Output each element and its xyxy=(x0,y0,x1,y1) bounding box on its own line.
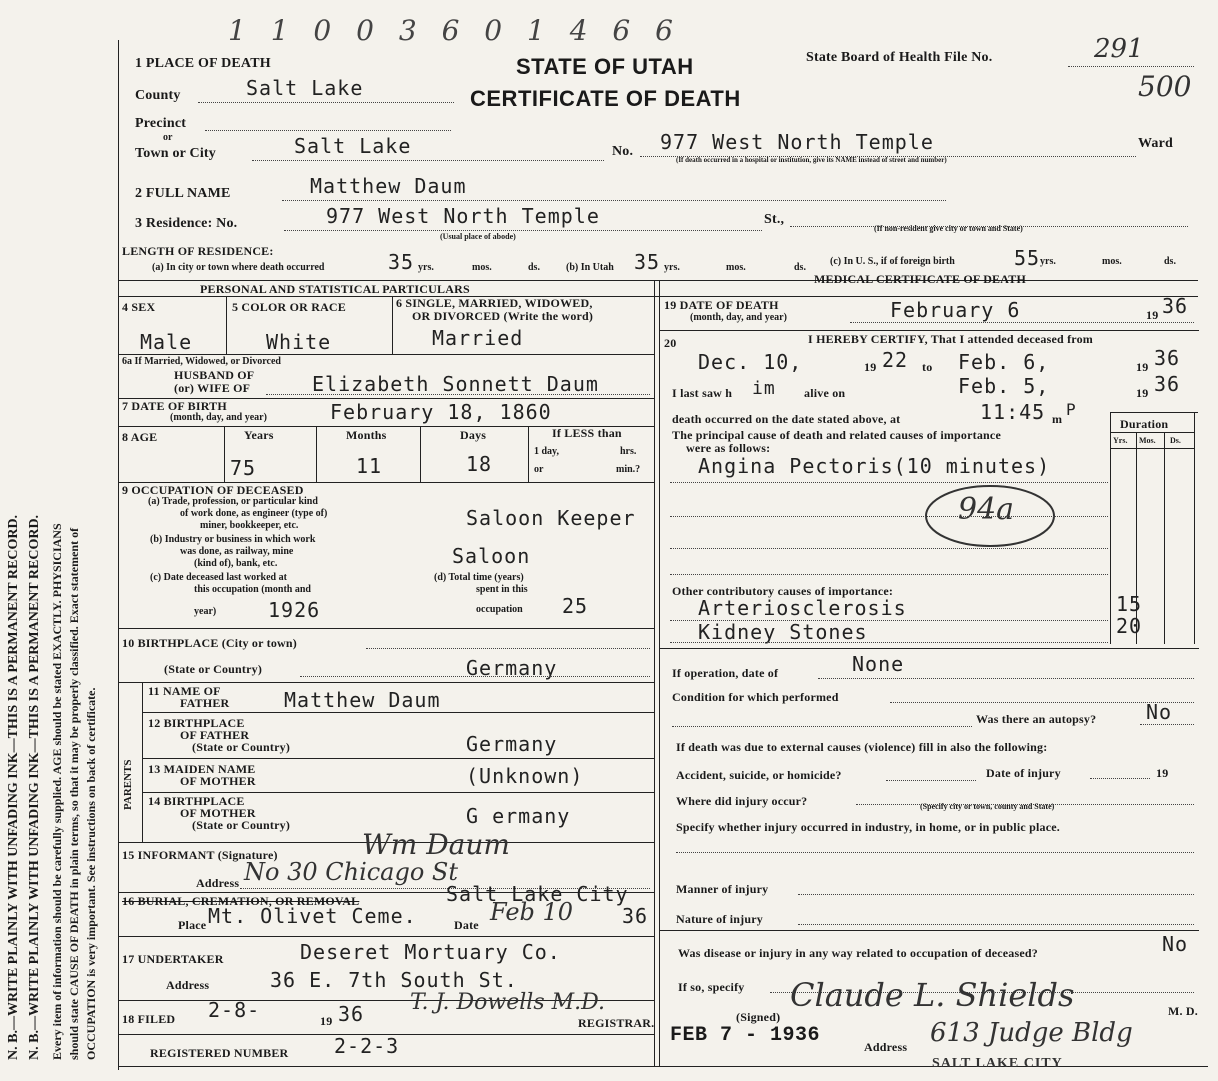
spouse-value: Elizabeth Sonnett Daum xyxy=(312,372,599,396)
time-of-death: 11:45 xyxy=(980,400,1046,424)
precinct-label: Precinct xyxy=(135,116,187,131)
ward-label: Ward xyxy=(1138,136,1174,151)
contributory-duration-2: 20 xyxy=(1116,614,1143,638)
county-value: Salt Lake xyxy=(246,76,364,100)
birthplace-value: Germany xyxy=(466,656,558,680)
certificate-page: N. B.—WRITE PLAINLY WITH UNFADING INK—THIS IS A PERMANENT RECORD. N. B.—WRITE PLAINLY WITH UNFADING INK—THIS IS A PERMANENT RECORD. Every item of information should be carefully supplied. AGE should be stated EXACTLY. PHYSICIANS should state CAUSE OF DEATH in plain terms, so that it may be properly classified. Exact statement of OCCUPATION is very important. See instructions on back of certificate. 1 1 0 0 3 6 0 1 4 6 6 STATE OF UTAH CERTIFICATE OF DEATH State Board of Health File No. 291 500 1 PLACE OF DEATH County Salt Lake Precinct or Town or City Salt Lake No. 977 West North Temple Ward (If death occurred in a hospital or institution, give its NAME instead of street and number) 2 FULL NAME Matthew Daum 3 Residence: No. 977 West North Temple (Usual place of abode) St., (If non-resident give city or town and State) LENGTH OF RESIDENCE: (a) In city or town where death occurred 35 yrs. mos. ds. (b) In Utah 35 yrs. mos. ds. (c) In U. S., if of foreign birth 55 yrs. mos. ds. PERSONAL AND STATISTICAL PARTICULARS MEDICAL CERTIFICATE OF DEATH 4 SEX Male 5 COLOR OR RACE White 6 SINGLE, MARRIED, WIDOWED, OR DIVORCED (Write the word) Married 6a If Married, Widowed, or Divorced HUSBAND OF (or) WIFE OF Elizabeth Sonnett Daum 7 DATE OF BIRTH (month, day, and year) February 18, 1860 8 AGE Years Months Days If LESS than 1 day, hrs. or min.? 75 11 18 9 OCCUPATION OF DECEASED (a) Trade, profession, or particular kind of work done, as engineer (type of) miner, bookkeeper, etc. Saloon Keeper (b) Industry or business in which work was done, as railway, mine (kind of), bank, etc. Saloon (c) Date deceased last worked at this occupation (month and year) 1926 (d) Total time (years) spent in this occupation 25 10 BIRTHPLACE (City or town) (State or Country) Germany PARENTS 11 NAME OF FATHER Matthew Daum 12 BIRTHPLACE OF FATHER (State or Country) Germany 13 MAIDEN NAME OF MOTHER (Unknown) 14 BIRTHPLACE OF MOTHER (State or Country) G ermany 15 INFORMANT (Signature) Wm Daum Address No 30 Chicago St 16 BURIAL, CREMATION, OR REMOVAL Salt Lake City Place Mt. Olivet Ceme. Date Feb 10 36 17 UNDERTAKER Deseret Mortuary Co. Address 36 E. 7th South St. 18 FILED 2-8- 19 36 T. J. Dowells M.D. REGISTRAR. REGISTERED NUMBER 2-2-3 19 DATE OF DEATH (month, day, and year) February 6 19 36 20 I HEREBY CERTIFY, That I attended deceased from Dec. 10, 19 22 to Feb. 6, 19 36 I last saw h im alive on Feb. 5, 19 36 death occurred on the date stated above, at 11:45 m P The principal cause of death and related causes of importance were as follows: Duration Yrs. Mos. Ds. Angina Pectoris(10 minutes) 94a Other contributory causes of importance: Arteriosclerosis 15 Kidney Stones 20 If operation, date of None Condition for which performed Was there an autopsy? No If death was due to external causes (violence) fill in also the following: Accident, suicide, or homicide? Date of injury 19 Where did injury occur? (Specify city or town, county and State) Specify whether injury occurred in industry, in home, or in public place. Manner of injury Nature of injury Was disease or injury in any way related to occupation of deceased? No If so, specify (Signed) Claude L. Shields M. D. FEB 7 - 1936 Address 613 Judge Bldg SALT LAKE CITY xyxy=(0,0,1218,1081)
attended-to-year: 36 xyxy=(1154,346,1181,370)
dob-value: February 18, 1860 xyxy=(330,400,552,424)
certificate-title: CERTIFICATE OF DEATH xyxy=(470,86,741,111)
street-label: St., xyxy=(764,212,785,227)
external-cause-note: If death was due to external causes (violence) fill in also the following: xyxy=(676,740,1048,754)
race-label: 5 COLOR OR RACE xyxy=(232,300,347,314)
last-saw-year: 36 xyxy=(1154,372,1181,396)
contributory-cause-2: Kidney Stones xyxy=(698,620,868,644)
occupation-related-value: No xyxy=(1162,932,1189,956)
contributory-cause-1: Arteriosclerosis xyxy=(698,596,907,620)
in-utah-label: (b) In Utah xyxy=(566,262,614,273)
filed-year: 36 xyxy=(338,1002,365,1026)
death-address: 977 West North Temple xyxy=(660,130,934,154)
age-months: 11 xyxy=(356,454,383,478)
attended-from-year: 22 xyxy=(882,348,909,372)
utah-years: 35 xyxy=(634,250,661,274)
street-no-label: No. xyxy=(612,144,634,159)
marital-value: Married xyxy=(432,326,524,350)
city-years: 35 xyxy=(388,250,415,274)
county-label: County xyxy=(135,88,181,103)
last-worked-value: 1926 xyxy=(268,598,321,622)
burial-city: Salt Lake City xyxy=(446,882,629,906)
certify-text: I HEREBY CERTIFY, That I attended deceased from xyxy=(808,332,1094,346)
death-year: 36 xyxy=(1162,294,1189,318)
parents-label: PARENTS xyxy=(122,759,134,810)
city-stamp: SALT LAKE CITY xyxy=(932,1056,1063,1071)
occupation-value: Saloon Keeper xyxy=(466,506,636,530)
frame-left xyxy=(118,40,119,1070)
date-of-death: February 6 xyxy=(890,298,1021,322)
margin-mark: 500 xyxy=(1138,70,1192,103)
place-of-death-label: 1 PLACE OF DEATH xyxy=(135,56,271,71)
sex-label: 4 SEX xyxy=(122,300,156,314)
burial-place: Mt. Olivet Ceme. xyxy=(208,904,417,928)
length-residence-label: LENGTH OF RESIDENCE: xyxy=(122,244,274,258)
side-note-3: Every item of information should be carefully supplied. AGE should be stated EXACTLY. PHYSICIANS xyxy=(50,523,64,1060)
principal-cause: Angina Pectoris(10 minutes) xyxy=(698,454,1051,478)
attended-from: Dec. 10, xyxy=(698,350,803,374)
race-value: White xyxy=(266,330,332,354)
file-number-label: State Board of Health File No. xyxy=(806,50,993,65)
registered-number: 2-2-3 xyxy=(334,1034,400,1058)
age-years: 75 xyxy=(230,456,257,480)
file-number: 291 xyxy=(1094,34,1144,64)
last-saw-date: Feb. 5, xyxy=(958,374,1050,398)
undertaker-value: Deseret Mortuary Co. xyxy=(300,940,561,964)
us-years: 55 xyxy=(1014,246,1041,270)
full-name-label: 2 FULL NAME xyxy=(135,186,231,201)
filed-date: 2-8- xyxy=(208,998,261,1022)
in-us-label: (c) In U. S., if of foreign birth xyxy=(830,256,955,267)
registrar-signature: T. J. Dowells M.D. xyxy=(410,990,605,1015)
residence-label: 3 Residence: No. xyxy=(135,216,238,231)
town-value: Salt Lake xyxy=(294,134,412,158)
undertaker-address: 36 E. 7th South St. xyxy=(270,968,518,992)
side-note-4: should state CAUSE OF DEATH in plain terms, so that it may be properly classified. Exact statement of xyxy=(67,527,81,1060)
autopsy-value: No xyxy=(1146,700,1173,724)
residence-value: 977 West North Temple xyxy=(326,204,600,228)
received-stamp: FEB 7 - 1936 xyxy=(670,1024,821,1047)
attended-to: Feb. 6, xyxy=(958,350,1050,374)
address-note: (If death occurred in a hospital or institution, give its NAME instead of street and number) xyxy=(676,156,947,164)
industry-value: Saloon xyxy=(452,544,531,568)
informant-signature: Wm Daum xyxy=(362,828,510,861)
code-mark: 94a xyxy=(958,492,1015,527)
usual-abode-note: (Usual place of abode) xyxy=(440,232,516,241)
age-days: 18 xyxy=(466,452,493,476)
burial-year: 36 xyxy=(622,904,649,928)
in-city-label: (a) In city or town where death occurred xyxy=(152,262,325,273)
serial-number: 1 1 0 0 3 6 0 1 4 6 6 xyxy=(228,14,681,47)
nonresident-note: (If non-resident give city or town and State) xyxy=(874,224,1023,233)
full-name-value: Matthew Daum xyxy=(310,174,467,198)
marital-label-1: 6 SINGLE, MARRIED, WIDOWED, xyxy=(396,296,593,310)
father-birthplace-value: Germany xyxy=(466,732,558,756)
medical-header: MEDICAL CERTIFICATE OF DEATH xyxy=(814,272,1026,286)
informant-address: No 30 Chicago St xyxy=(244,858,459,886)
state-title: STATE OF UTAH xyxy=(516,54,694,79)
mother-birthplace-value: G ermany xyxy=(466,804,571,828)
contributory-duration-1: 15 xyxy=(1116,592,1143,616)
physician-address: 613 Judge Bldg xyxy=(930,1018,1133,1048)
sex-value: Male xyxy=(140,330,193,354)
personal-header: PERSONAL AND STATISTICAL PARTICULARS xyxy=(200,282,470,296)
side-note-1: N. B.—WRITE PLAINLY WITH UNFADING INK—THIS IS A PERMANENT RECORD. xyxy=(6,514,21,1060)
marital-label-2: OR DIVORCED (Write the word) xyxy=(412,309,594,323)
side-note-5: OCCUPATION is very important. See instructions on back of certificate. xyxy=(84,687,98,1060)
town-label: Town or City xyxy=(135,146,216,161)
father-value: Matthew Daum xyxy=(284,688,441,712)
total-time-value: 25 xyxy=(562,594,589,618)
mother-value: (Unknown) xyxy=(466,764,584,788)
burial-date: Feb 10 xyxy=(490,898,574,926)
physician-signature: Claude L. Shields xyxy=(790,976,1075,1014)
column-divider xyxy=(654,280,655,1066)
side-note-2: N. B.—WRITE PLAINLY WITH UNFADING INK—THIS IS A PERMANENT RECORD. xyxy=(27,514,42,1060)
operation-value: None xyxy=(852,652,905,676)
